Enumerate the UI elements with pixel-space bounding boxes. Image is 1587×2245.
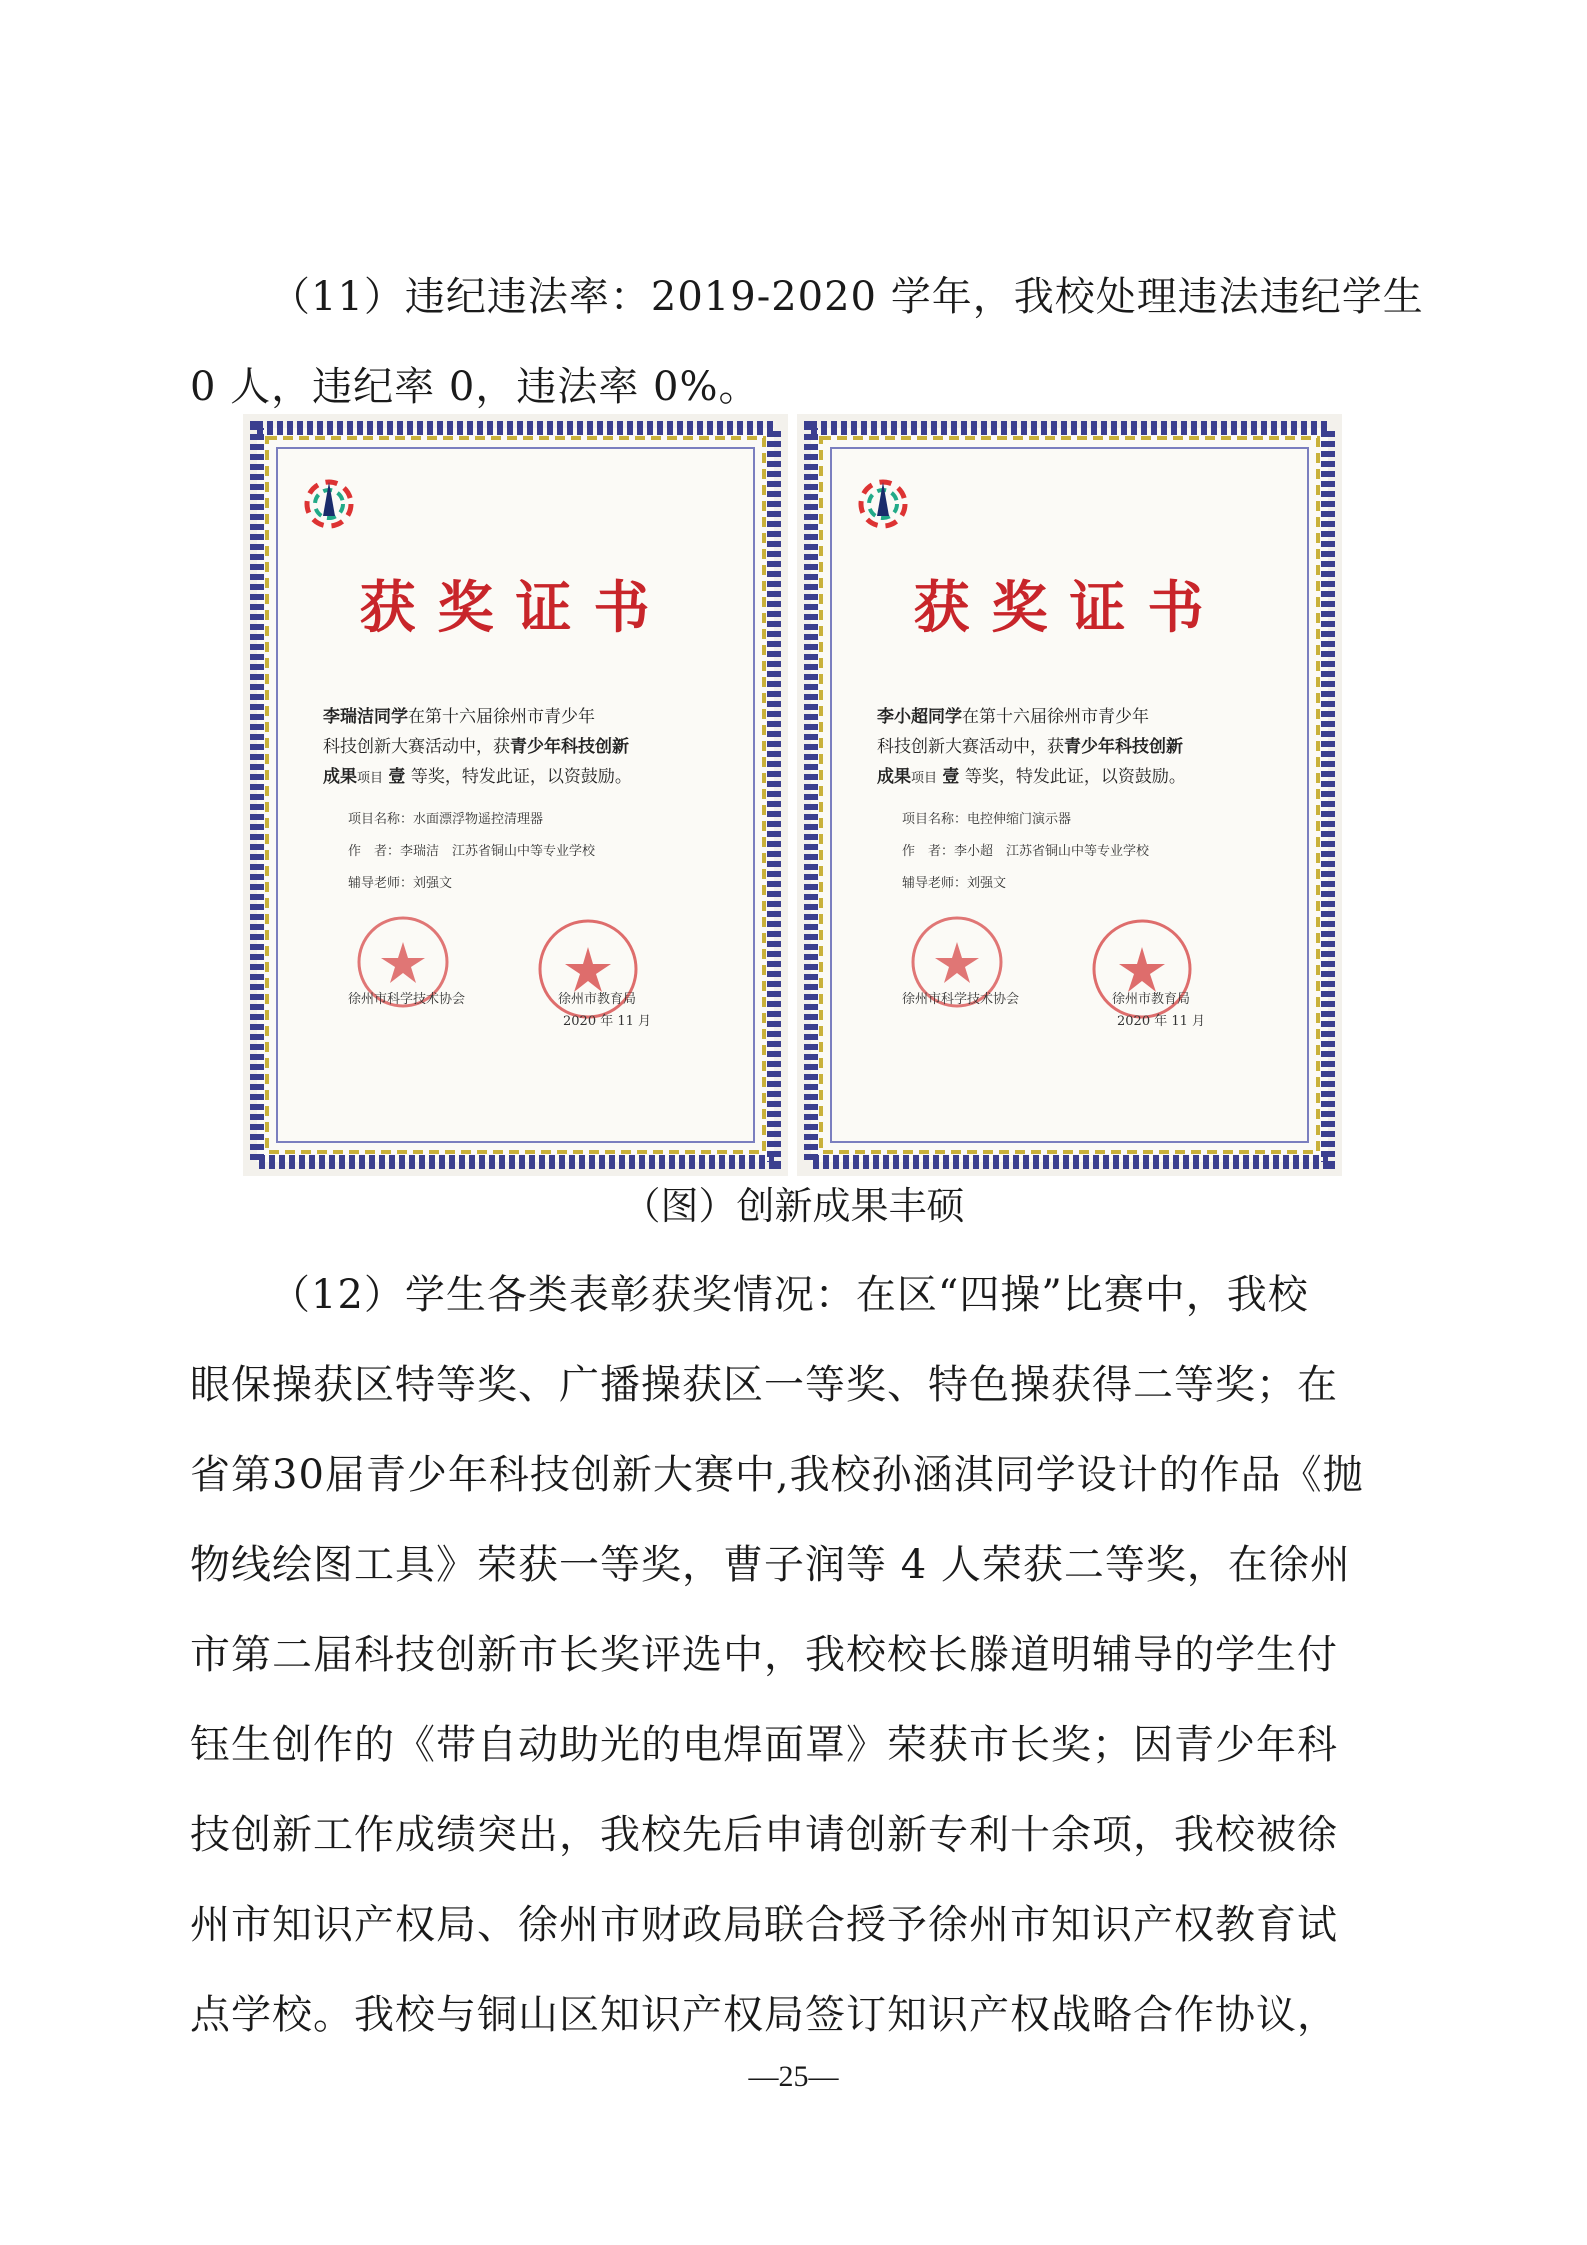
paragraph-line: 眼保操获区特等奖、广播操获区一等奖、特色操获得二等奖；在 bbox=[190, 1362, 1338, 1408]
author: 作 者：李小超 江苏省铜山中等专业学校 bbox=[902, 844, 1150, 859]
body-text: 在第十六届徐州市青少年 bbox=[962, 707, 1149, 727]
certificate-border bbox=[243, 414, 788, 1176]
paragraph-line: 0 人，违纪率 0，违法率 0%。 bbox=[190, 364, 760, 410]
paragraph-11 bbox=[190, 252, 1424, 432]
paragraph-12 bbox=[190, 1250, 1406, 2060]
certificate-details bbox=[902, 804, 1149, 900]
body-text: 科技创新大赛活动中，获 bbox=[323, 737, 510, 757]
page-number: —25— bbox=[748, 2060, 839, 2093]
paragraph-line: 州市知识产权局、徐州市财政局联合授予徐州市知识产权教育试 bbox=[190, 1902, 1338, 1948]
certificate-title: 获奖证书 bbox=[359, 575, 672, 641]
advisor: 辅导老师：刘强文 bbox=[902, 876, 1007, 891]
certificate-body bbox=[323, 702, 723, 794]
certificate-title: 获奖证书 bbox=[913, 575, 1226, 641]
certificate-details bbox=[348, 804, 595, 900]
paragraph-line: 物线绘图工具》荣获一等奖，曹子润等 4 人荣获二等奖，在徐州 bbox=[190, 1542, 1351, 1588]
paragraph-line: 市第二届科技创新市长奖评选中，我校校长滕道明辅导的学生付 bbox=[190, 1632, 1338, 1678]
paragraph-line: （11）违纪违法率：2019-2020 学年，我校处理违法违纪学生 bbox=[270, 274, 1424, 320]
award-grade: 壹 bbox=[942, 767, 960, 787]
award-category: 成果 bbox=[323, 767, 357, 787]
certificate-body bbox=[877, 702, 1277, 794]
award-category: 青少年科技创新 bbox=[510, 737, 629, 757]
certificate-border bbox=[797, 414, 1342, 1176]
certificate-photo-2 bbox=[797, 414, 1342, 1176]
body-text: 项目 bbox=[911, 771, 938, 786]
award-grade: 壹 bbox=[388, 767, 406, 787]
paragraph-line: 钰生创作的《带自动助光的电焊面罩》荣获市长奖；因青少年科 bbox=[190, 1722, 1338, 1768]
project-name: 项目名称：电控伸缩门演示器 bbox=[902, 812, 1072, 827]
project-name: 项目名称：水面漂浮物遥控清理器 bbox=[348, 812, 544, 827]
paragraph-line: （12）学生各类表彰获奖情况：在区“四操”比赛中，我校 bbox=[270, 1272, 1309, 1318]
paragraph-line: 技创新工作成绩突出，我校先后申请创新专利十余项，我校被徐 bbox=[190, 1812, 1338, 1858]
issuer-2: 徐州市教育局 bbox=[558, 992, 637, 1007]
body-text: 在第十六届徐州市青少年 bbox=[408, 707, 595, 727]
awardee-name: 李小超同学 bbox=[877, 707, 962, 727]
award-category: 青少年科技创新 bbox=[1064, 737, 1183, 757]
author: 作 者：李瑞洁 江苏省铜山中等专业学校 bbox=[348, 844, 596, 859]
body-text: 科技创新大赛活动中，获 bbox=[877, 737, 1064, 757]
award-category: 成果 bbox=[877, 767, 911, 787]
issuer-1: 徐州市科学技术协会 bbox=[902, 992, 1020, 1007]
issue-date: 2020 年 11 月 bbox=[1117, 1014, 1206, 1029]
issuer-1: 徐州市科学技术协会 bbox=[348, 992, 466, 1007]
paragraph-line: 省第30届青少年科技创新大赛中,我校孙涵淇同学设计的作品《抛 bbox=[190, 1452, 1364, 1498]
body-text: 等奖，特发此证，以资鼓励。 bbox=[410, 767, 632, 787]
figure-caption: （图）创新成果丰硕 bbox=[622, 1184, 965, 1228]
body-text: 项目 bbox=[357, 771, 384, 786]
body-text: 等奖，特发此证，以资鼓励。 bbox=[964, 767, 1186, 787]
issue-date: 2020 年 11 月 bbox=[563, 1014, 652, 1029]
awardee-name: 李瑞洁同学 bbox=[323, 707, 408, 727]
advisor: 辅导老师：刘强文 bbox=[348, 876, 453, 891]
certificate-photo-1 bbox=[243, 414, 788, 1176]
paragraph-line: 点学校。我校与铜山区知识产权局签订知识产权战略合作协议， bbox=[190, 1992, 1338, 2038]
issuer-2: 徐州市教育局 bbox=[1112, 992, 1191, 1007]
